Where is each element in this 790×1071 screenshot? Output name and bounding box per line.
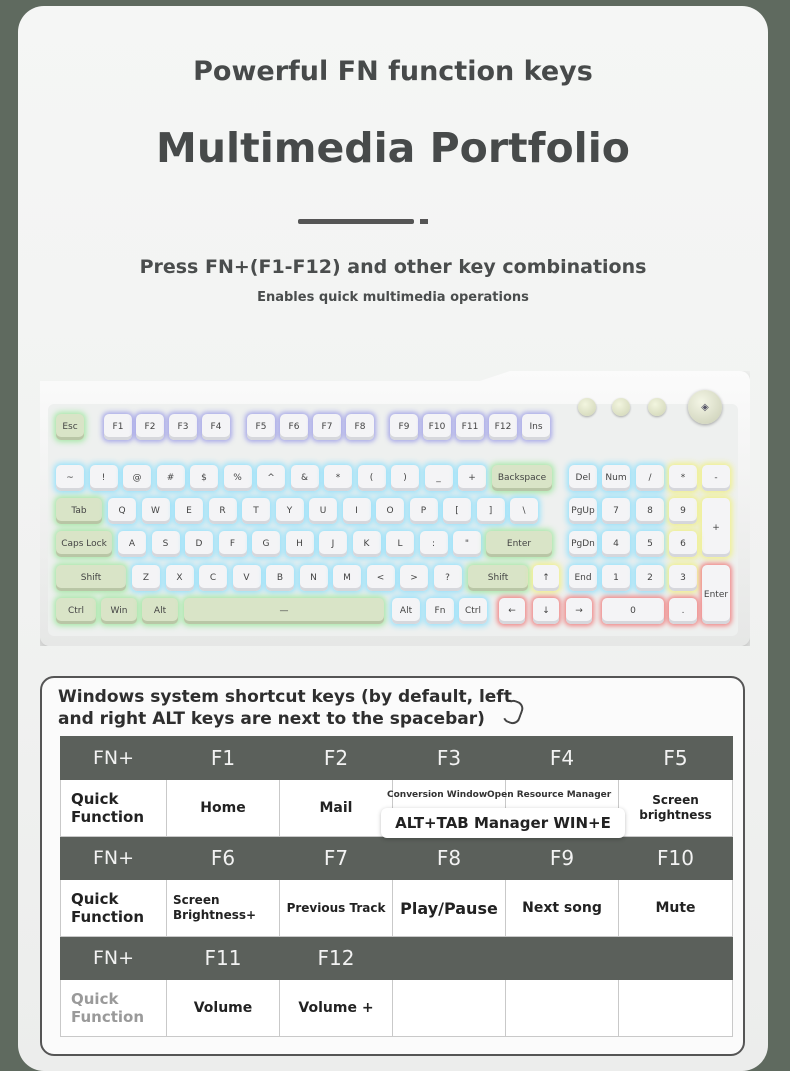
keycap: /	[636, 465, 664, 491]
headline: Multimedia Portfolio	[156, 124, 630, 172]
keycap: +	[458, 465, 486, 491]
table-cell: Screen brightness	[619, 780, 733, 837]
keycap: F1	[104, 414, 132, 440]
keycap: [	[443, 498, 471, 524]
keycap: Esc	[56, 414, 84, 440]
keycap: F9	[390, 414, 418, 440]
fn-header: FN+	[61, 737, 167, 780]
fn-header: FN+	[61, 837, 167, 880]
keycap: 8	[636, 498, 664, 524]
table-cell: Mute	[619, 880, 733, 937]
key-header: F9	[506, 837, 619, 880]
keycap: 4	[602, 531, 630, 557]
keycap: C	[199, 565, 227, 591]
keycap: K	[353, 531, 381, 557]
keycap: N	[300, 565, 328, 591]
keycap: 1	[602, 565, 630, 591]
keycap: F7	[313, 414, 341, 440]
keycap: F2	[136, 414, 164, 440]
keycap: :	[420, 531, 448, 557]
empty-header	[506, 937, 619, 980]
keycap: B	[266, 565, 294, 591]
keycap: &	[291, 465, 319, 491]
table-cell: Volume +	[280, 980, 393, 1037]
key-header: F5	[619, 737, 733, 780]
keycap: —	[184, 598, 384, 624]
keycap: <	[367, 565, 395, 591]
caption: Enables quick multimedia operations	[257, 290, 529, 305]
keycap: Q	[108, 498, 136, 524]
keycap: U	[309, 498, 337, 524]
keycap: Shift	[468, 565, 528, 591]
keycap: F6	[280, 414, 308, 440]
keycap: F	[219, 531, 247, 557]
keycap: Alt	[392, 598, 420, 624]
keycap: Ins	[522, 414, 550, 440]
table-cell: Play/Pause	[393, 880, 506, 937]
keycap: R	[209, 498, 237, 524]
keycap: !	[90, 465, 118, 491]
key-header: F12	[280, 937, 393, 980]
f4-caption: Open Resource Manager	[487, 790, 612, 800]
subtitle: Press FN+(F1-F12) and other key combinations	[139, 256, 647, 278]
keycap: Enter	[702, 565, 730, 624]
table-row	[61, 837, 733, 880]
keycap: Del	[569, 465, 597, 491]
keycap: PgDn	[569, 531, 597, 557]
keycap: *	[669, 465, 697, 491]
page-title: Powerful FN function keys	[193, 56, 593, 87]
keycap: )	[391, 465, 419, 491]
keycap: O	[376, 498, 404, 524]
keycap: 6	[669, 531, 697, 557]
keycap: Ctrl	[459, 598, 487, 624]
key-header: F4	[506, 737, 619, 780]
key-header: F1	[167, 737, 280, 780]
keycap: F10	[423, 414, 451, 440]
key-header: F6	[167, 837, 280, 880]
keycap: Num	[602, 465, 630, 491]
keycap: H	[286, 531, 314, 557]
keycap: Backspace	[492, 465, 552, 491]
keycap: >	[400, 565, 428, 591]
volume-knob-icon: ◈	[688, 390, 722, 424]
keycap: Y	[276, 498, 304, 524]
keycap: F5	[247, 414, 275, 440]
keycap: Caps Lock	[56, 531, 112, 557]
keycap: *	[324, 465, 352, 491]
keycap: _	[425, 465, 453, 491]
key-header: F3	[393, 737, 506, 780]
keycap: S	[152, 531, 180, 557]
f3-caption: Conversion Window	[387, 790, 488, 800]
keycap: ←	[499, 598, 525, 624]
empty-header	[619, 937, 733, 980]
product-card	[18, 6, 768, 1071]
table-row	[61, 937, 733, 980]
knob-icon	[578, 398, 596, 416]
keycap: $	[190, 465, 218, 491]
keycap: F3	[169, 414, 197, 440]
keycap: Z	[132, 565, 160, 591]
shortcut-table	[60, 736, 733, 1037]
keycap: F4	[202, 414, 230, 440]
keycap: #	[157, 465, 185, 491]
keycap: .	[669, 598, 697, 624]
keycap: \	[510, 498, 538, 524]
table-cell: Previous Track	[280, 880, 393, 937]
divider	[298, 219, 414, 224]
keycap: M	[333, 565, 361, 591]
table-cell	[619, 980, 733, 1037]
table-row	[61, 737, 733, 780]
keycap: T	[242, 498, 270, 524]
knob-icon	[648, 398, 666, 416]
keycap: Tab	[56, 498, 102, 524]
keycap: 2	[636, 565, 664, 591]
keycap: F8	[346, 414, 374, 440]
fn-header: FN+	[61, 937, 167, 980]
table-cell: Screen Brightness+	[167, 880, 280, 937]
keycap: ↓	[533, 598, 559, 624]
table-cell: Volume	[167, 980, 280, 1037]
keycap: P	[410, 498, 438, 524]
row-label: Quick Function	[61, 880, 167, 937]
keycap: F12	[489, 414, 517, 440]
keycap: PgUp	[569, 498, 597, 524]
keycap: →	[566, 598, 592, 624]
table-cell: Home	[167, 780, 280, 837]
keycap: +	[702, 498, 730, 557]
keycap: ↑	[533, 565, 559, 591]
row-label: Quick Function	[61, 780, 167, 837]
keycap: ^	[257, 465, 285, 491]
table-row	[61, 980, 733, 1037]
keycap: F11	[456, 414, 484, 440]
key-header: F7	[280, 837, 393, 880]
empty-header	[393, 937, 506, 980]
keycap: ?	[434, 565, 462, 591]
keycap: A	[118, 531, 146, 557]
key-header: F2	[280, 737, 393, 780]
keycap: 9	[669, 498, 697, 524]
keycap: 5	[636, 531, 664, 557]
panel-title: Windows system shortcut keys (by default, left and right ALT keys are next to the spacebar)	[58, 687, 512, 729]
keycap: W	[142, 498, 170, 524]
keycap: "	[453, 531, 481, 557]
keycap: J	[319, 531, 347, 557]
key-header: F11	[167, 937, 280, 980]
keycap: X	[166, 565, 194, 591]
keycap: I	[343, 498, 371, 524]
keycap: ]	[477, 498, 505, 524]
keycap: 0	[602, 598, 664, 624]
knob-icon	[612, 398, 630, 416]
table-cell	[393, 980, 506, 1037]
keycap: @	[123, 465, 151, 491]
table-cell: Mail	[280, 780, 393, 837]
keycap: 7	[602, 498, 630, 524]
keycap: L	[386, 531, 414, 557]
keycap: (	[358, 465, 386, 491]
keycap: 3	[669, 565, 697, 591]
table-cell: Next song	[506, 880, 619, 937]
keycap: %	[224, 465, 252, 491]
key-header: F10	[619, 837, 733, 880]
divider-dot	[420, 219, 428, 224]
keycap: Ctrl	[56, 598, 96, 624]
keycap: ~	[56, 465, 84, 491]
table-row	[61, 880, 733, 937]
keycap: End	[569, 565, 597, 591]
shortcut-pill: ALT+TAB Manager WIN+E	[381, 808, 625, 838]
keycap: G	[252, 531, 280, 557]
keycap: Enter	[486, 531, 552, 557]
keycap: V	[233, 565, 261, 591]
keycap: D	[185, 531, 213, 557]
keycap: Fn	[426, 598, 454, 624]
keycap: Alt	[142, 598, 178, 624]
key-header: F8	[393, 837, 506, 880]
keycap: E	[175, 498, 203, 524]
shortcut-panel	[40, 676, 745, 1056]
row-label: Quick Function	[61, 980, 167, 1037]
keycap: -	[702, 465, 730, 491]
keycap: Win	[101, 598, 137, 624]
table-cell	[506, 980, 619, 1037]
keycap: Shift	[56, 565, 126, 591]
